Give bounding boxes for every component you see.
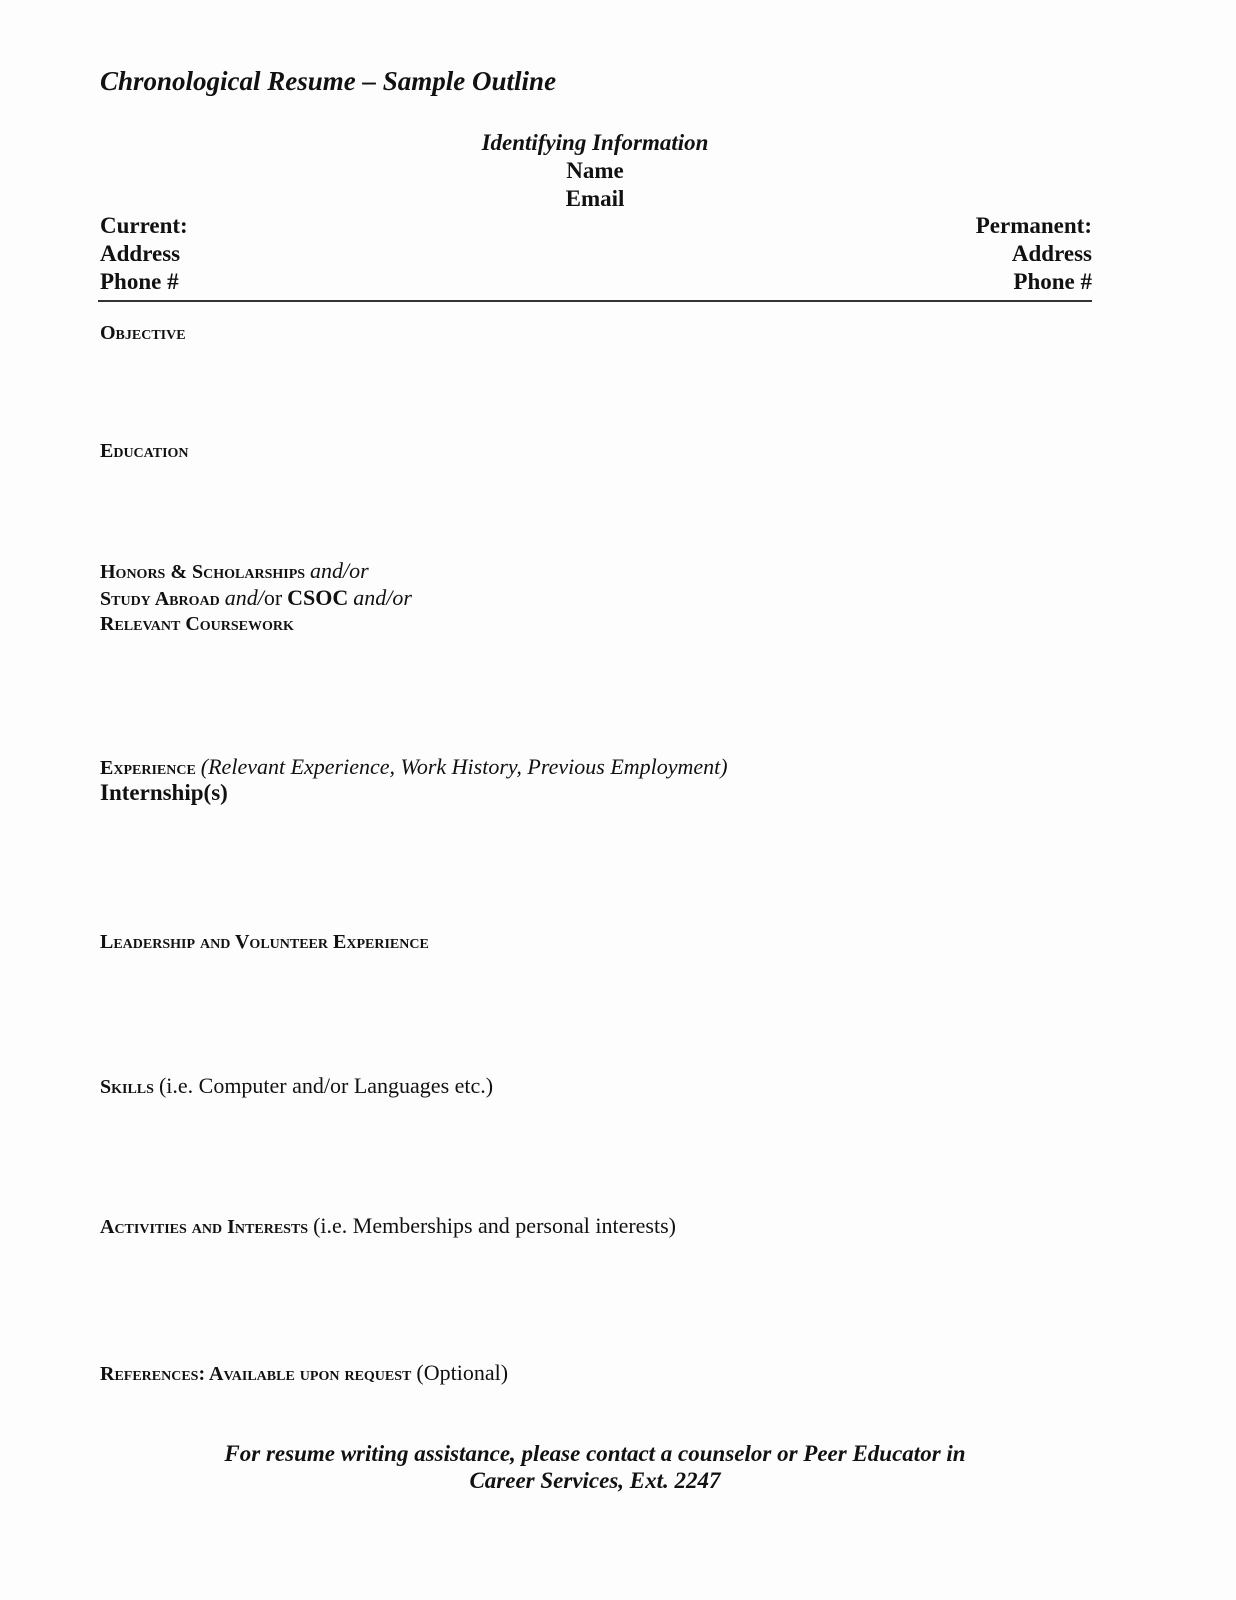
identifying-information-label: Identifying Information — [481, 130, 709, 155]
study-abroad-heading: Study Abroad — [100, 588, 220, 610]
csoc-andor: and/or — [353, 585, 412, 610]
references-heading: References: — [100, 1363, 206, 1385]
references-line — [100, 1360, 508, 1386]
current-contact-block — [100, 212, 188, 296]
csoc-heading: CSOC — [287, 585, 349, 610]
header-divider — [98, 300, 1092, 302]
experience-line — [100, 754, 728, 780]
permanent-contact-block — [976, 212, 1092, 296]
document-title: Chronological Resume – Sample Outline — [100, 66, 557, 96]
education-heading: Education — [100, 440, 189, 462]
relevant-coursework-heading: Relevant Coursework — [100, 613, 294, 635]
current-phone: Phone # — [100, 269, 179, 294]
honors-line-2 — [100, 585, 412, 611]
footer-line-2: Career Services, Ext. 2247 — [469, 1468, 721, 1493]
objective-heading: Objective — [100, 322, 186, 344]
activities-note: (i.e. Memberships and personal interests) — [313, 1213, 676, 1238]
skills-line — [100, 1073, 493, 1099]
current-address: Address — [100, 241, 181, 266]
permanent-address: Address — [1011, 241, 1092, 266]
honors-line-1 — [100, 558, 369, 584]
honors-heading: Honors & Scholarships — [100, 561, 306, 583]
permanent-label: Permanent: — [975, 213, 1092, 238]
leadership-heading: Leadership and Volunteer Experience — [100, 931, 429, 953]
current-label: Current: — [100, 213, 188, 238]
internships-subheading: Internship(s) — [100, 780, 228, 805]
name-placeholder: Name — [566, 158, 624, 183]
skills-heading: Skills — [100, 1076, 154, 1098]
experience-note: (Relevant Experience, Work History, Previous Employment) — [200, 754, 728, 779]
activities-heading: Activities and Interests — [100, 1216, 309, 1238]
references-value: Available upon request — [209, 1363, 412, 1385]
honors-andor: and/or — [310, 558, 369, 583]
permanent-phone: Phone # — [1013, 269, 1092, 294]
references-note: (Optional) — [416, 1360, 509, 1385]
experience-heading: Experience — [100, 757, 196, 779]
email-placeholder: Email — [565, 186, 625, 211]
skills-note: (i.e. Computer and/or Languages etc.) — [158, 1073, 494, 1098]
study-abroad-or: or — [263, 585, 283, 610]
study-abroad-and: and/ — [224, 585, 264, 610]
footer-line-1: For resume writing assistance, please contact a counselor or Peer Educator in — [224, 1441, 966, 1466]
activities-line — [100, 1213, 676, 1239]
